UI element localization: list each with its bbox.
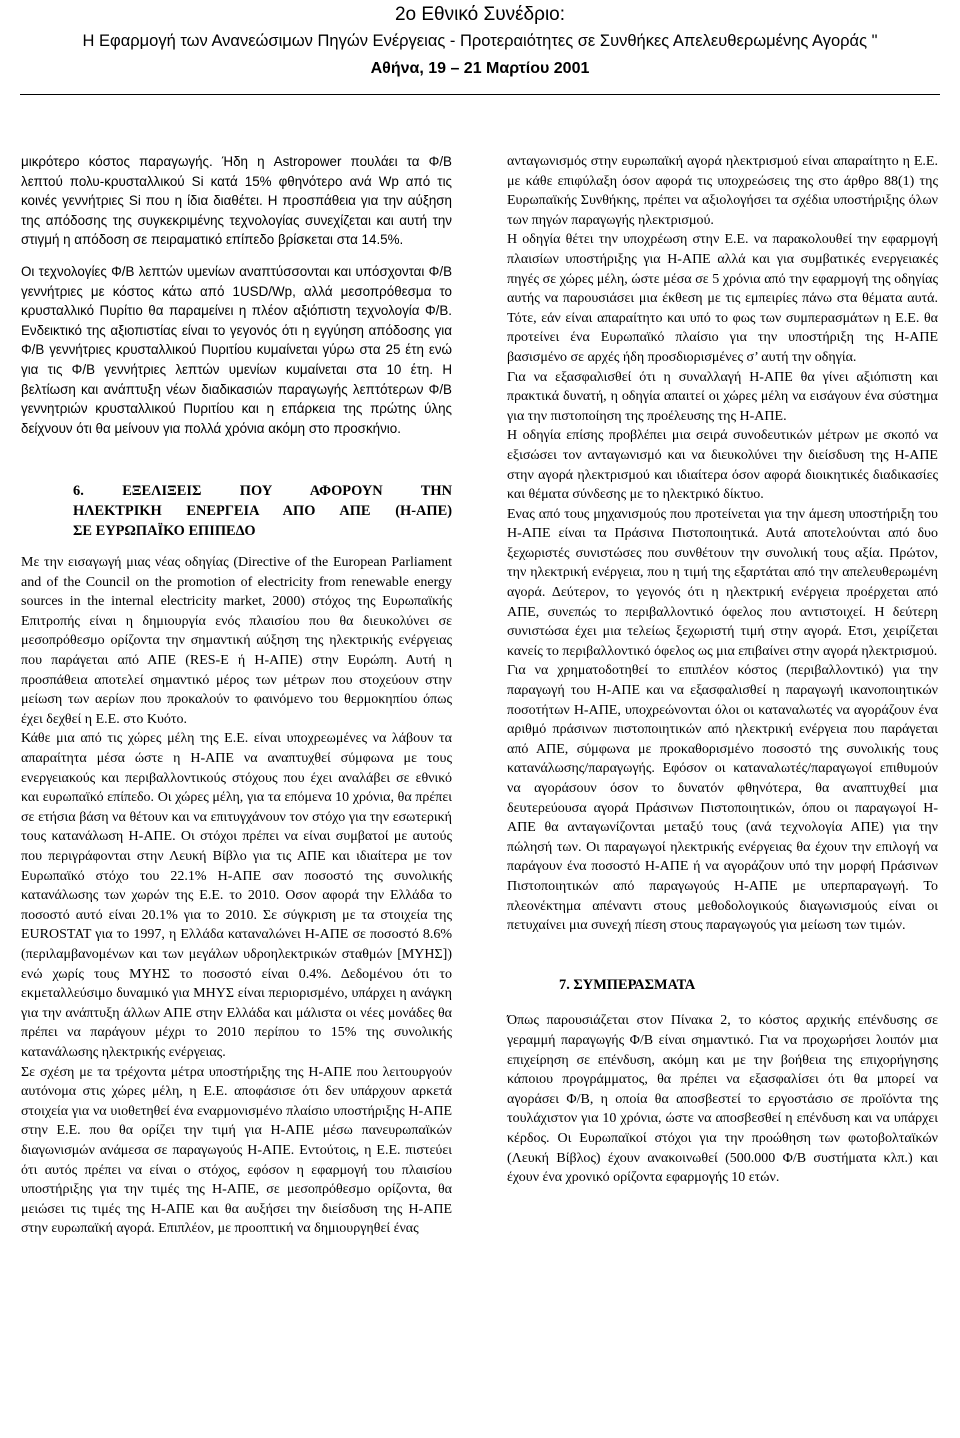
paragraph: Κάθε μια από τις χώρες μέλη της Ε.Ε. είναι υποχρεωμένες να λάβουν τα απαραίτητα μέσα ώστε η Η-ΑΠΕ να αναπτυχθεί σύμφωνα με τους ενεργειακούς και περιβαλλοντικούς στόχους που έχει αναλάβει σε εθνικό και ευρωπαϊκό επίπεδο. Οι χώρες μέλη, για τα επόμενα 10 χρόνια, θα πρέπει σε ετήσια βάση να θέτουν και να επιτυγχάνουν τον στόχο για την εσωτερική τους κατανάλωση Η-ΑΠΕ. Οι στόχοι πρέπει να είναι συμβατοί με αυτούς που περιγράφονται στην Λευκή Βίβλο για τις ΑΠΕ και ιδιαίτερα με τον Ευρωπαϊκό στόχο του 22.1% Η-ΑΠΕ σαν ποσοστό της συνολικής κατανάλωσης των χωρών της Ε.Ε. το 2010. Οσον αφορά την Ελλάδα το ποσοστό αυτό είναι 20.1% για το 2010. Σε σύγκριση με τα στοιχεία της EUROSTAT για το 1997, η Ελλάδα καταναλώνει Η-ΑΠΕ σε ποσοστό 8.6% (περιλαμβανομένων και των μεγάλων υδροηλεκτρικών σταθμών [ΜΥΗΣ]) ενώ χωρίς τους ΜΥΗΣ το ποσοστό είναι 0.4%. Δεδομένου ότι το εκμεταλλεύσιμο δυναμικό για ΜΗΥΣ είναι περιορισμένο, υπάρχει η ανάγκη για την ανάπτυξη άλλων ΑΠΕ στην Ελλάδα και μάλιστα οι νέες μονάδες θα πρέπει να παράγουν μέχρι το 2010 περίπου το 15% της συνολικής κατανάλωσης ηλεκτρικής ενέργειας. [21,731,452,1060]
conference-subtitle: Η Εφαρμογή των Ανανεώσιμων Πηγών Ενέργειας - Προτεραιότητες σε Συνθήκες Απελευθερωμένης Αγοράς " [82,32,878,50]
right-column [507,152,938,1188]
paragraph: Η οδηγία επίσης προβλέπει μια σειρά συνοδευτικών μέτρων με σκοπό να εξισώσει τον ανταγωνισμό και να διευκολύνει την διείσδυση της Η-ΑΠΕ στην αγορά ηλεκτρισμού και ιδιαίτερα όσον αφορά διοικητικές διαδικασίες και θέματα σύνδεσης με το ηλεκτρικό δίκτυο. [507,428,938,503]
section-heading-7: 7. ΣΥΜΠΕΡΑΣΜΑΤΑ [559,976,696,993]
conference-title: 2ο Εθνικό Συνέδριο: [394,4,566,25]
paragraph: Ενας από τους μηχανισμούς που προτείνεται για την άμεση υποστήριξη του Η-ΑΠΕ είναι τα Πράσινα Πιστοποιητικά. Αυτά αποτελούνται από δυο ξεχωριστές συνιστώσες που συνθέτουν την συνολική τους αξία. Πρώτον, την ηλεκτρική ενέργεια, που η τιμή της εξαρτάται από την απελευθερωμένη αγορά. Δεύτερον, το γεγονός ότι η ηλεκτρική ενέργεια προέρχεται από ΑΠΕ, συνεπώς το περιβαλλοντικό όφελος που αντιστοιχεί. Η δεύτερη συνιστώσα έχει μια τελείως ξεχωριστή τιμή στην αγορά. Ετσι, χειρίζεται κανείς το περιβαλλοντικό όφελος ως μια επιβαίνει στην αγορά ηλεκτρισμού. [507,506,938,659]
section-heading-line: 6. ΕΞΕΛΙΞΕΙΣ ΠΟΥ ΑΦΟΡΟΥΝ ΤΗΝ [73,483,452,500]
paragraph: μικρότερο κόστος παραγωγής. Ήδη η Astropower πουλάει τα Φ/Β λεπτού πολυ-κρυσταλλικού Si κατά 15% φθηνότερο ανά Wp από τις κοινές γεννήτριες Si που η ίδια διαθέτει. Η προσπάθεια για την αύξηση της απόδοσης της συγκεκριμένης τεχνολογίας συνεχίζεται και αυτή την στιγμή η απόδοση σε πειραματικό επίπεδο βρίσκεται στα 14.5%. [21,154,452,248]
page-header [20,0,940,80]
left-column [21,152,452,1239]
section-heading-line: ΗΛΕΚΤΡΙΚΗ ΕΝΕΡΓΕΙΑ ΑΠΟ ΑΠΕ (Η-ΑΠΕ) [73,502,452,519]
paragraph: ανταγωνισμός στην ευρωπαϊκή αγορά ηλεκτρισμού είναι απαραίτητο η Ε.Ε. με κάθε επιφύλαξη όσον αφορά τις υποχρεώσεις της στο άρθρο 88(1) της Ευρωπαϊκής Συνθήκης, πρέπει να αξιολογήσει τα σχέδια υποστήριξης όλων των πηγών παραγωγής ηλεκτρισμού. [507,154,938,228]
paragraph: Με την εισαγωγή μιας νέας οδηγίας (Directive of the European Parliament and of the Council on the promotion of electricity from renewable energy sources in the internal electricity market, 2000) στόχος της Ευρωπαϊκής Επιτροπής είναι η δημιουργία ενός πλαισίου που θα διευκολύνει σε μεσοπρόθεσμο ορίζοντα την σημαντική αύξηση της ηλεκτρικής ενέργειας που παράγεται από ΑΠΕ (RES-E ή Η-ΑΠΕ) στην Ευρώπη. Αυτή η προσπάθεια αποτελεί σημαντικό μέρος των μέτρων που στοχεύουν στην μείωση των αερίων που προκαλούν το φαινόμενο του θερμοκηπίου όπως έχει δεχθεί η Ε.Ε. στο Κυότο. [21,555,452,727]
paragraph: Οι τεχνολογίες Φ/Β λεπτών υμενίων αναπτύσσονται και υπόσχονται Φ/Β γεννήτριες με κόστος κάτω από 1USD/Wp, αλλά μεσοπρόθεσμα το κρυσταλλικό Πυρίτιο θα παραμείνει η πλέον αξιόπιστη τεχνολογία Φ/Β. Ενδεικτικό της αξιοπιστίας είναι το γεγονός ότι η εγγύηση απόδοσης για Φ/Β γεννήτριες κρυσταλλικού Πυριτίου κυμαίνεται γύρω στα 25 έτη ενώ για τις Φ/Β γεννήτριες λεπτών υμενίων κυμαίνεται στα 10 έτη. Η βελτίωση και ανάπτυξη νέων διαδικασιών παραγωγής λεπτότερων Φ/Β γεννητριών κρυσταλλικού Πυριτίου και η επάρκεια της πρώτης ύλης δείχνουν ότι θα μείνουν για πολλά χρόνια ακόμη στο προσκήνιο. [21,263,452,436]
paragraph: Όπως παρουσιάζεται στον Πίνακα 2, το κόστος αρχικής επένδυσης σε γεραμμή παραγωγής Φ/Β είναι σημαντικό. Για να προχωρήσει λοιπόν μια επιχείρηση σε επένδυση, ακόμη και με την βοήθεια της επιχορήγησης κάποιου προγράμματος, θα πρέπει να εξασφαλίσει ότι θα μπορεί να αγοράσει Φ/Β, η οποία θα αποσβεστεί το εργοστάσιο σε προϊόντα της τουλάχιστον για 10 χρόνια, ώστε να αποσβεσθεί η επένδυση και να υπάρχει κέρδος. Οι Ευρωπαϊκοί στόχοι για την προώθηση των φωτοβολταϊκών (Λευκή Βίβλος) έχουν ανακοινωθεί (500.000 Φ/Β συστήματα κλπ.) και έχουν ένα χρονικό ορίζοντα εφαρμογής 10 ετών. [507,1013,938,1186]
paragraph: Σε σχέση με τα τρέχοντα μέτρα υποστήριξης της Η-ΑΠΕ που λειτουργούν αυτόνομα στις χώρες μέλη, η Ε.Ε. αποφάσισε ότι δεν υπάρχουν αρκετά στοιχεία για να υιοθετηθεί ένα εναρμονισμένο πλαίσιο υποστήριξης Η-ΑΠΕ στην Ε.Ε. που θα ορίζει την τιμή για Η-ΑΠΕ μέσω πανευρωπαϊκών διαγωνισμών ανάμεσα σε παραγωγούς Η-ΑΠΕ. Εντούτοις, η Ε.Ε. πιστεύει ότι αυτός πρέπει να είναι ο στόχος, εφόσον η εφαρμογή του πλαισίου υποστήριξης για την τιμές της Η-ΑΠΕ, σε μεσοπρόθεσμο ορίζοντα, θα μειώσει τις τιμές της Η-ΑΠΕ και θα αυξήσει την διείσδυση της Η-ΑΠΕ στην ευρωπαϊκή αγορά. Επιπλέον, με προοπτική να δημιουργηθεί ένας [21,1064,452,1237]
conference-date-location: Αθήνα, 19 – 21 Μαρτίου 2001 [370,60,590,77]
header-divider [20,94,940,95]
section-heading-6 [73,482,452,541]
section-heading-line: ΣΕ ΕΥΡΩΠΑΪΚΟ ΕΠΙΠΕΔΟ [73,522,256,539]
paragraph: Για να χρηματοδοτηθεί το επιπλέον κόστος (περιβαλλοντικό) για την παραγωγή του Η-ΑΠΕ και να εξασφαλισθεί η παραγωγή ικανοποιητικών ποσοτήτων Η-ΑΠΕ, υποχρεώνονται όλοι οι καταναλωτές να αγοράζουν ένα αριθμό πράσινων πιστοποιητικών από ηλεκτρική ενέργεια που παράγεται από ΑΠΕ, σύμφωνα με προκαθορισμένο ποσοστό της συνολικής τους κατανάλωσης/παραγωγής. Εφόσον οι καταναλωτές/παραγωγοί επιθυμούν να αγοράσουν όσον το δυνατόν φθηνότερα, θα αναπτυχθεί μια δευτερεύουσα αγορά Πράσινων Πιστοποιητικών, όπου οι παραγωγοί Η-ΑΠΕ θα ανταγωνίζονται μεταξύ τους (ανά τεχνολογία ΑΠΕ) για την πώλησή των. Οι παραγωγοί ηλεκτρικής ενέργειας θα έχουν την επιλογή να παράγουν ένα ποσοστό Η-ΑΠΕ ή να αγοράζουν υπό την μορφή Πράσινων Πιστοποιητικών από παραγωγούς Η-ΑΠΕ με υπερπαραγωγή. Το πλεονέκτημα απέναντι στους μεθοδολογικούς διαγωνισμούς είναι οι πετυχαίνει μια συνεχή πίεση στους παραγωγούς για μείωση των τιμών. [507,663,938,934]
paragraph: Η οδηγία θέτει την υποχρέωση στην Ε.Ε. να παρακολουθεί την εφαρμογή πλαισίων υποστήριξης για Η-ΑΠΕ αλλά και για συμβατικές ενεργειακές πηγές σε χώρες μέλη, ώστε μέσα σε 5 χρόνια από την εφαρμογή της οδηγίας αυτής να παρουσιάσει μια έκθεση με τις εμπειρίες πάνω στα θέματα αυτά. Τότε, εάν είναι απαραίτητο και υπό το φως των συμπερασμάτων η Ε.Ε. θα προτείνει ένα Ευρωπαϊκό πλαίσιο για την υποστήριξη της Η-ΑΠΕ βασισμένο σε αρχές ήδη προσδιορισμένες σ’ αυτή την οδηγία. [507,232,938,365]
paragraph: Για να εξασφαλισθεί ότι η συναλλαγή Η-ΑΠΕ θα γίνει αξιόπιστη και πρακτικά δυνατή, η οδηγία απαιτεί οι χώρες μέλη να εισάγουν ένα σύστημα για την πιστοποίηση της προέλευσης της Η-ΑΠΕ. [507,369,938,424]
